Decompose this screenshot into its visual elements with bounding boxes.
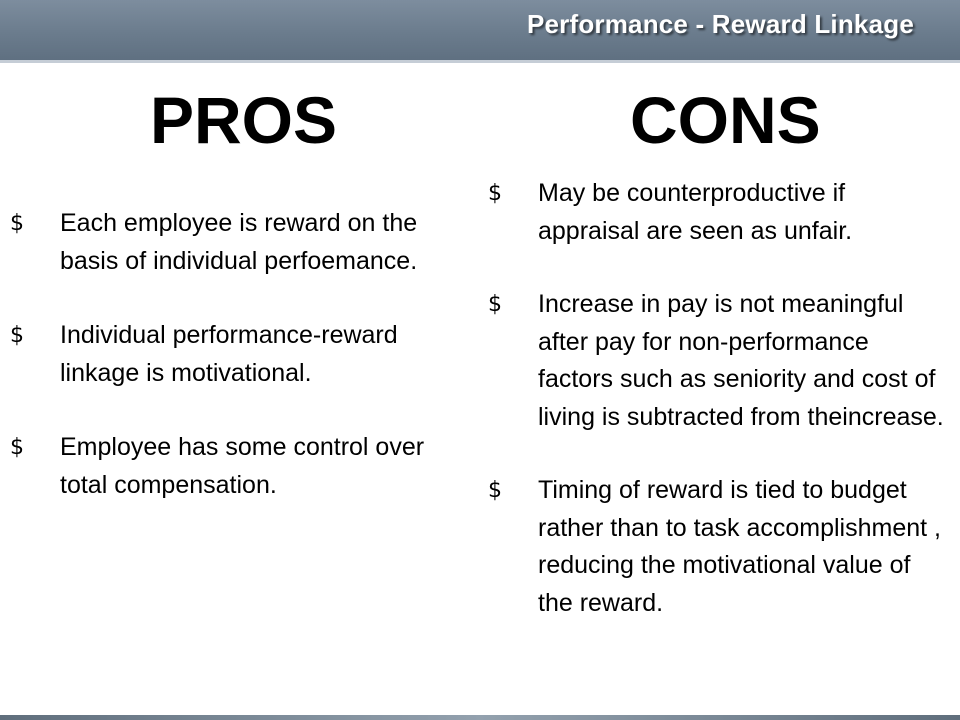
cons-item xyxy=(488,472,950,622)
cons-item-text: May be counterproductive if appraisal are seen as unfair. xyxy=(538,179,853,245)
dollar-bullet-icon: $ xyxy=(488,292,502,317)
dollar-bullet-icon: $ xyxy=(10,211,24,236)
pros-list xyxy=(10,205,465,541)
pros-item xyxy=(10,429,465,504)
pros-heading: PROS xyxy=(150,83,338,157)
pros-item-text: Employee has some control over total compensation. xyxy=(60,433,425,499)
pros-item-text: Individual performance-reward linkage is motivational. xyxy=(60,321,398,387)
cons-item xyxy=(488,175,950,250)
cons-heading: CONS xyxy=(630,83,821,157)
cons-list xyxy=(488,175,950,658)
pros-item-text: Each employee is reward on the basis of individual perfoemance. xyxy=(60,209,418,275)
cons-item-text: Timing of reward is tied to budget rather than to task accomplishment , reducing the motivational value of the reward. xyxy=(538,476,941,617)
dollar-bullet-icon: $ xyxy=(488,478,502,503)
cons-item-text: Increase in pay is not meaningful after pay for non-performance factors such as seniority and cost of living is subtracted from theincrease. xyxy=(538,290,944,431)
pros-item xyxy=(10,205,465,280)
header-divider xyxy=(0,60,960,63)
cons-item xyxy=(488,286,950,436)
dollar-bullet-icon: $ xyxy=(10,323,24,348)
footer-bar xyxy=(0,715,960,720)
slide-title: Performance - Reward Linkage xyxy=(526,9,914,39)
pros-item xyxy=(10,317,465,392)
dollar-bullet-icon: $ xyxy=(10,435,24,460)
dollar-bullet-icon: $ xyxy=(488,181,502,206)
